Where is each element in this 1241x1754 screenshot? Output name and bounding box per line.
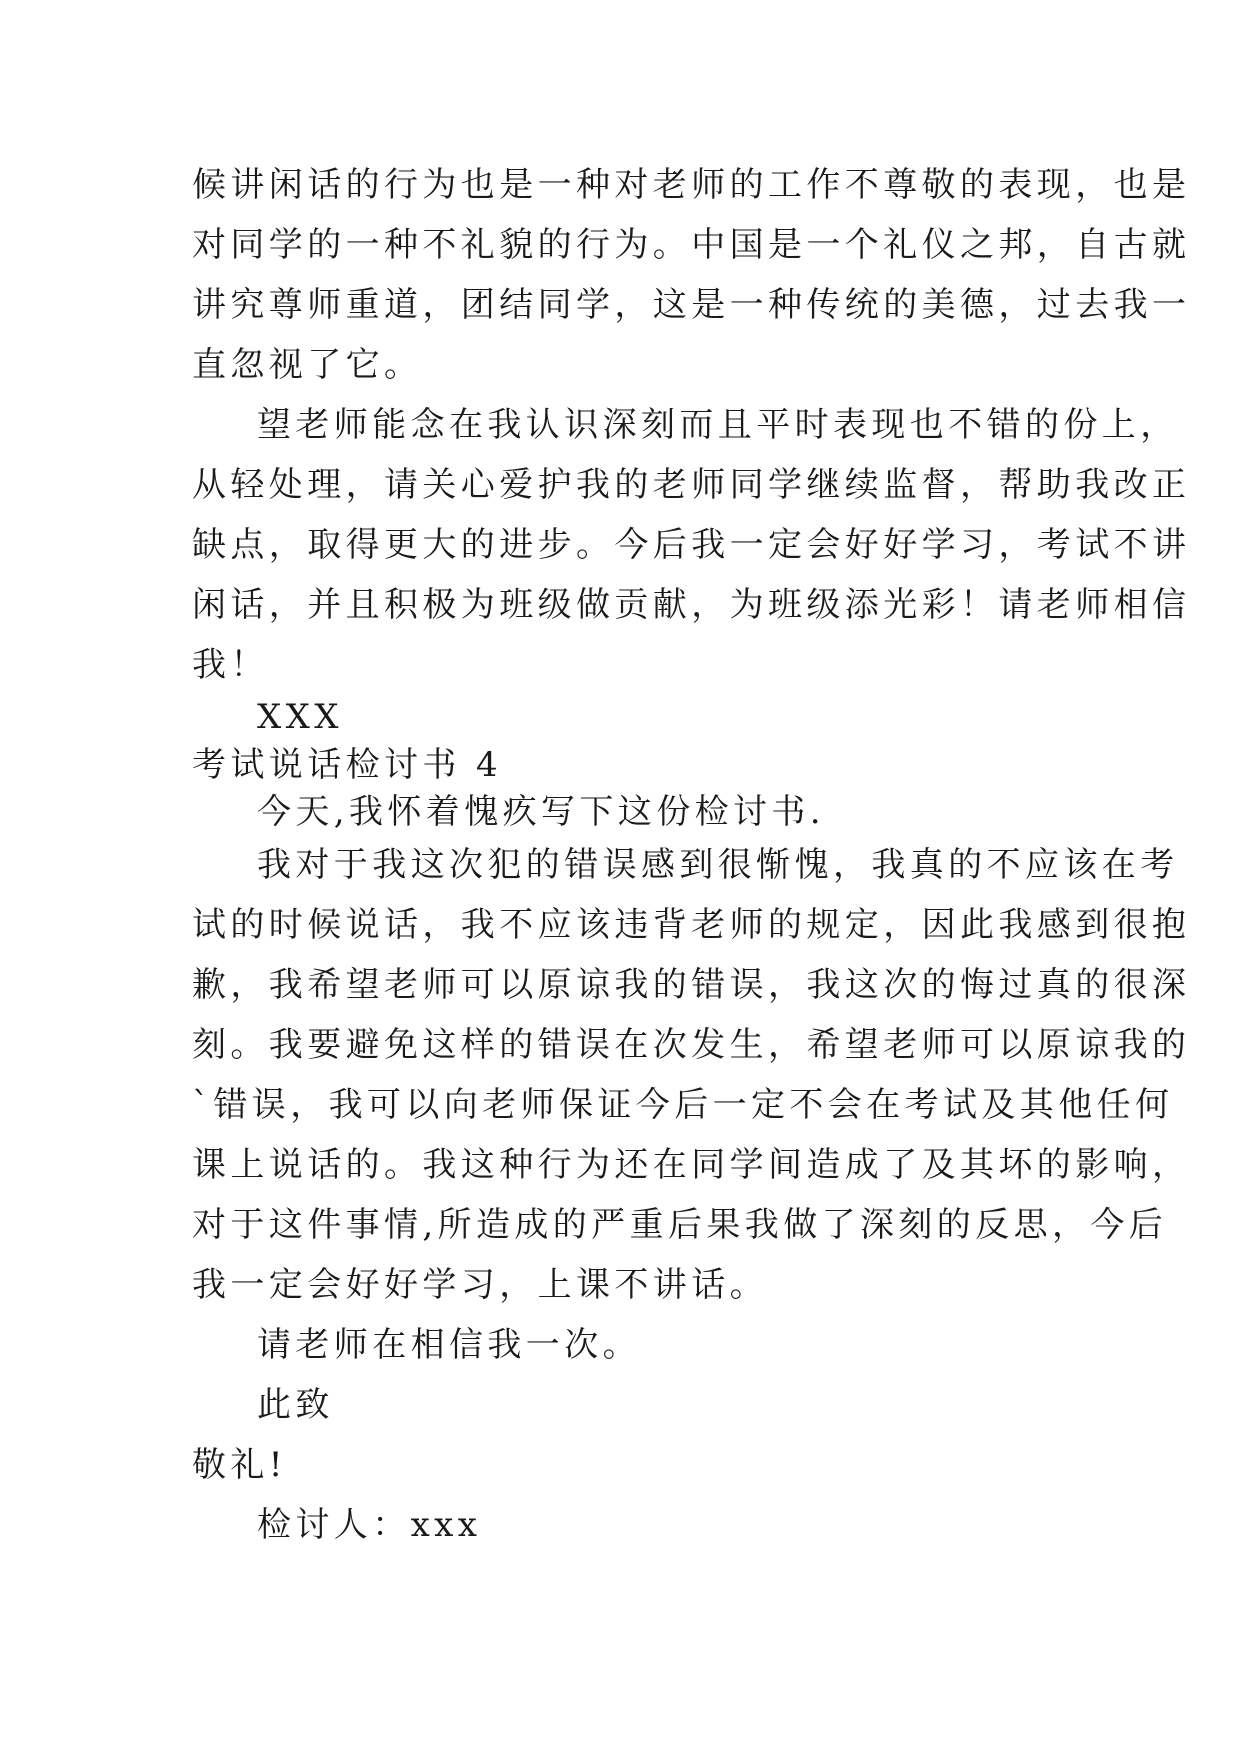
paragraph-line: 试的时候说话，我不应该违背老师的规定，因此我感到很抱 bbox=[192, 905, 1191, 945]
paragraph-line: 从轻处理，请关心爱护我的老师同学继续监督，帮助我改正 bbox=[192, 465, 1191, 505]
signature-placeholder: XXX bbox=[257, 697, 343, 737]
paragraph-line: `错误，我可以向老师保证今后一定不会在考试及其他任何 bbox=[192, 1085, 1174, 1125]
paragraph-line: 课上说话的。我这种行为还在同学间造成了及其坏的影响， bbox=[192, 1145, 1191, 1185]
paragraph-line: 歉，我希望老师可以原谅我的错误，我这次的悔过真的很深 bbox=[192, 965, 1191, 1005]
paragraph-line: 对同学的一种不礼貌的行为。中国是一个礼仪之邦，自古就 bbox=[192, 225, 1191, 265]
paragraph-line: 直忽视了它。 bbox=[192, 345, 423, 385]
paragraph-line: 望老师能念在我认识深刻而且平时表现也不错的份上， bbox=[257, 405, 1179, 445]
paragraph-line: 闲话，并且积极为班级做贡献，为班级添光彩！请老师相信 bbox=[192, 585, 1191, 625]
signature-line: 检讨人：xxx bbox=[257, 1505, 482, 1545]
paragraph-line: 缺点，取得更大的进步。今后我一定会好好学习，考试不讲 bbox=[192, 525, 1191, 565]
closing-line: 此致 bbox=[257, 1385, 334, 1425]
paragraph-line: 今天,我怀着愧疚写下这份检讨书. bbox=[257, 792, 826, 832]
paragraph-line: 刻。我要避免这样的错误在次发生，希望老师可以原谅我的 bbox=[192, 1025, 1191, 1065]
section-heading: 考试说话检讨书 4 bbox=[192, 745, 503, 785]
paragraph-line: 我一定会好好学习，上课不讲话。 bbox=[192, 1265, 768, 1305]
paragraph-line: 讲究尊师重道，团结同学，这是一种传统的美德，过去我一 bbox=[192, 285, 1191, 325]
paragraph-line: 我！ bbox=[192, 645, 269, 685]
document-body bbox=[192, 155, 1191, 1555]
paragraph-line: 我对于我这次犯的错误感到很惭愧，我真的不应该在考 bbox=[257, 845, 1179, 885]
paragraph-line: 对于这件事情,所造成的严重后果我做了深刻的反思，今后 bbox=[192, 1205, 1168, 1245]
paragraph-line: 候讲闲话的行为也是一种对老师的工作不尊敬的表现，也是 bbox=[192, 165, 1191, 205]
salutation-line: 敬礼! bbox=[192, 1445, 287, 1485]
paragraph-line: 请老师在相信我一次。 bbox=[257, 1325, 641, 1365]
